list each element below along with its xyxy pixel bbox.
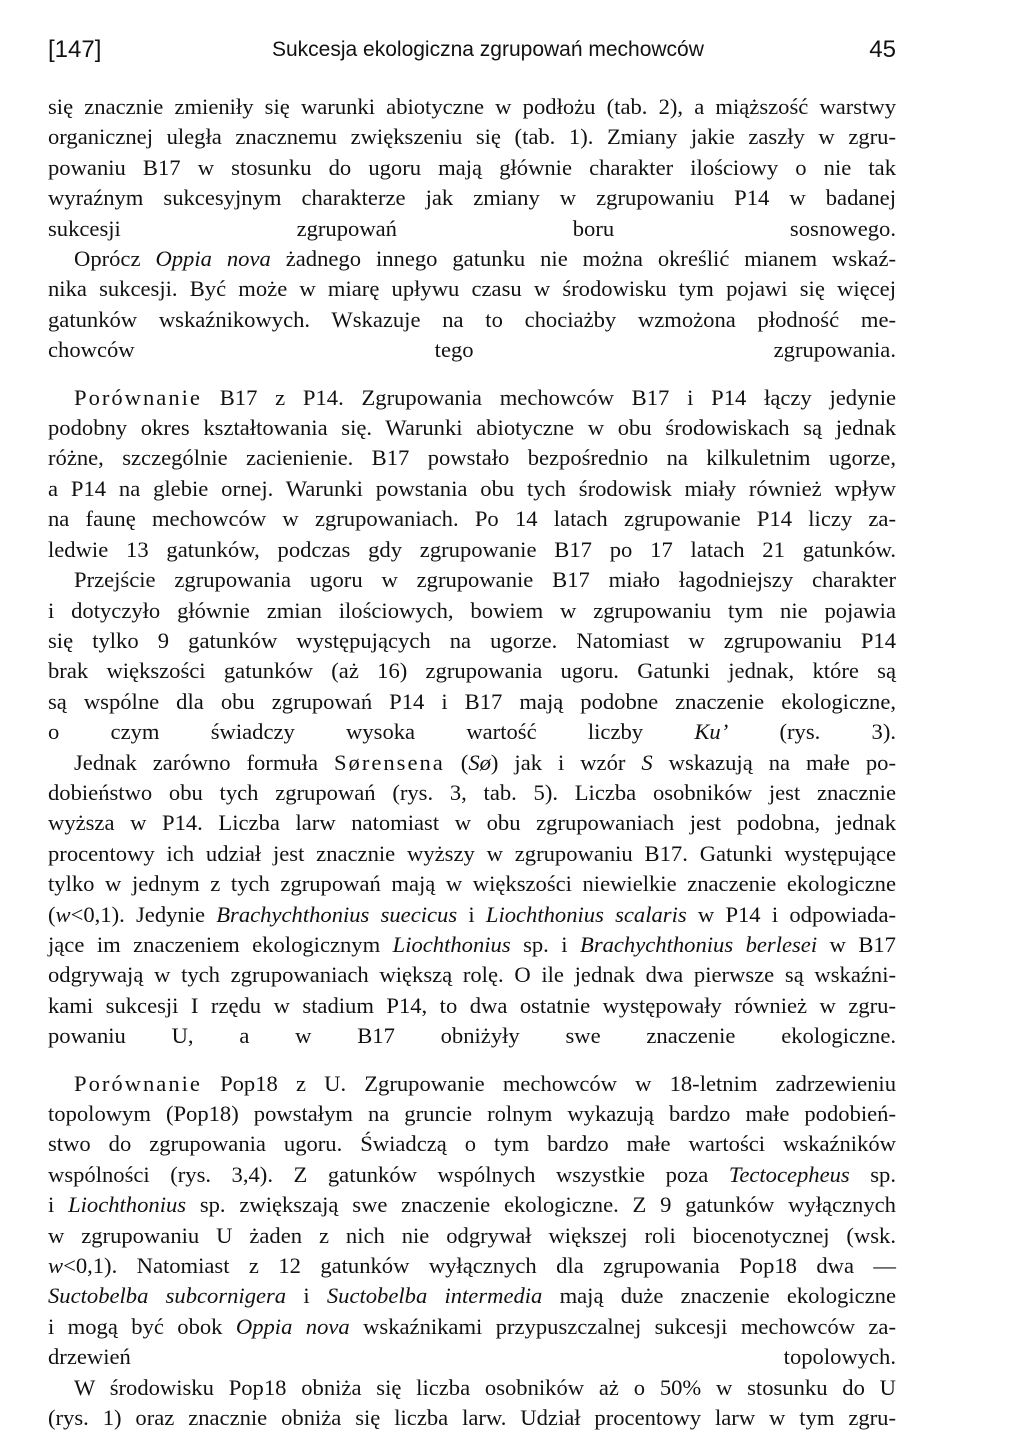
text-line: stwo do zgrupowania ugoru. Świadczą o tym bardzo małe wartości wskaźników: [48, 1131, 896, 1157]
text-line: dobieństwo obu tych zgrupowań (rys. 3, tab. 5). Liczba osobników jest znacznie: [48, 779, 896, 805]
species-name: Suctobelba subcornigera: [48, 1283, 287, 1309]
text-line: [48, 1251, 896, 1281]
text-line: podobny okres kształtowania się. Warunki abiotyczne w obu środowiskach są jednak: [48, 415, 896, 441]
paragraph-4: [48, 565, 896, 747]
text-run: i: [48, 1192, 69, 1218]
text-run: i: [286, 1283, 327, 1309]
text-run: jące im znaczeniem ekologicznym: [48, 931, 393, 957]
text-line: [48, 1160, 896, 1190]
text-run: wskazują na małe po-: [652, 749, 896, 775]
text-line: [48, 1312, 896, 1342]
text-run: (: [48, 901, 56, 927]
section-lead-spaced: Porównanie: [74, 384, 202, 410]
text-line: [48, 717, 896, 747]
text-line: [48, 900, 896, 930]
text-line: W środowisku Pop18 obniża się liczba osobników aż o 50% w stosunku do U: [74, 1374, 896, 1400]
species-name: Tectocepheus: [728, 1161, 850, 1187]
species-name: Brachychthonius berlesei: [580, 931, 818, 957]
text-run: (: [444, 749, 469, 775]
text-line: [48, 1069, 896, 1099]
species-name: Liochthonius: [392, 931, 511, 957]
body-text: [48, 92, 896, 1433]
text-line: w zgrupowaniu U żaden z nich nie odgrywał większej roli biocenotycznej (wsk.: [48, 1222, 896, 1248]
text-run: B17 z P14. Zgrupowania mechowców B17 i P14 łączy jedynie: [201, 384, 896, 410]
species-name: Oppia nova: [155, 246, 271, 272]
index-symbol: S: [641, 749, 653, 775]
text-line: drzewień topolowych.: [48, 1344, 896, 1370]
paragraph-1: [48, 92, 896, 244]
text-run: wskaźnikami przypuszczalnej sukcesji mechowców za-: [349, 1313, 896, 1339]
paragraph-3: [48, 383, 896, 565]
text-run: i mogą być obok: [48, 1313, 236, 1339]
text-line: odgrywają w tych zgrupowaniach większą rolę. O ile jednak dwa pierwsze są wskaźni-: [48, 962, 896, 988]
page-number: 45: [869, 36, 896, 63]
species-name: Oppia nova: [235, 1313, 350, 1339]
text-line: [48, 244, 896, 274]
header-article-number: [147]: [48, 36, 102, 63]
text-line: na faunę mechowców w zgrupowaniach. Po 14 latach zgrupowanie P14 liczy za-: [48, 506, 896, 532]
running-header: [48, 36, 896, 72]
text-line: organicznej uległa znacznemu zwiększeniu się (tab. 1). Zmiany jakie zaszły w zgru-: [48, 124, 896, 150]
text-line: [48, 1281, 896, 1311]
text-run: ) jak i wzór: [490, 749, 642, 775]
text-run: Jednak zarówno formuła: [74, 749, 334, 775]
text-line: chowców tego zgrupowania.: [48, 337, 896, 363]
text-line: Przejście zgrupowania ugoru w zgrupowanie B17 miało łagodniejszy charakter: [74, 567, 896, 593]
species-name: Liochthonius: [68, 1192, 187, 1218]
text-line: tylko w jednym z tych zgrupowań mają w większości niewielkie znaczenie ekologiczne: [48, 871, 896, 897]
text-line: a P14 na glebie ornej. Warunki powstania obu tych środowisk miały również wpływ: [48, 475, 896, 501]
species-name: Liochthonius scalaris: [485, 901, 687, 927]
text-run: <0,1). Jedynie: [70, 901, 217, 927]
text-run: sp. zwiększają swe znaczenie ekologiczne. Z 9 gatunków wyłącznych: [186, 1192, 896, 1218]
text-run: Pop18 z U. Zgrupowanie mechowców w 18-letnim zadrzewieniu: [201, 1070, 896, 1096]
text-line: (rys. 1) oraz znacznie obniża się liczba larw. Udział procentowy larw w tym zgru-: [48, 1405, 896, 1431]
text-line: powaniu B17 w stosunku do ugoru mają głównie charakter ilościowy o nie tak: [48, 154, 896, 180]
paragraph-2: [48, 244, 896, 366]
text-line: [48, 930, 896, 960]
text-run: i: [457, 901, 486, 927]
species-name: Suctobelba intermedia: [326, 1283, 543, 1309]
text-line: różne, szczególnie zacienienie. B17 powstało bezpośrednio na kilkuletnim ugorze,: [48, 445, 896, 471]
paragraph-5: [48, 748, 896, 1052]
text-run: <0,1). Natomiast z 12 gatunków wyłącznych dla zgrupowania Pop18 dwa —: [63, 1253, 896, 1279]
text-line: ledwie 13 gatunków, podczas gdy zgrupowanie B17 po 17 latach 21 gatunków.: [48, 536, 896, 562]
text-line: wyraźnym sukcesyjnym charakterze jak zmiany w zgrupowaniu P14 w badanej: [48, 185, 896, 211]
text-run: w P14 i odpowiada-: [686, 901, 897, 927]
text-run: żadnego innego gatunku nie można określić mianem wskaź-: [270, 246, 897, 272]
header-running-title: Sukcesja ekologiczna zgrupowań mechowców: [272, 38, 704, 61]
index-symbol: Ku’: [694, 719, 729, 745]
text-line: się tylko 9 gatunków występujących na ugorze. Natomiast w zgrupowaniu P14: [48, 627, 896, 653]
index-symbol: w: [48, 1253, 64, 1279]
text-line: procentowy ich udział jest znacznie wyższy w zgrupowaniu B17. Gatunki występujące: [48, 840, 896, 866]
species-name: Brachychthonius suecicus: [216, 901, 458, 927]
index-symbol: w: [55, 901, 71, 927]
index-symbol: Sø: [468, 749, 491, 775]
text-line: są wspólne dla obu zgrupowań P14 i B17 mają podobne znaczenie ekologiczne,: [48, 688, 896, 714]
section-lead-spaced: Porównanie: [74, 1070, 202, 1096]
text-line: [48, 748, 896, 778]
text-line: i dotyczyło głównie zmian ilościowych, bowiem w zgrupowaniu tym nie pojawia: [48, 597, 896, 623]
text-line: powaniu U, a w B17 obniżyły swe znaczenie ekologiczne.: [48, 1023, 896, 1049]
text-line: [48, 1190, 896, 1220]
paragraph-6: [48, 1069, 896, 1373]
text-line: gatunków wskaźnikowych. Wskazuje na to chociażby wzmożona płodność me-: [48, 306, 896, 332]
text-line: się znacznie zmieniły się warunki abiotyczne w podłożu (tab. 2), a miąższość warstwy: [48, 94, 896, 119]
text-line: [48, 383, 896, 413]
text-line: topolowym (Pop18) powstałym na gruncie rolnym wykazują bardzo małe podobień-: [48, 1101, 896, 1126]
text-run: wspólności (rys. 3,4). Z gatunków wspólnych wszystkie poza: [48, 1161, 729, 1187]
paragraph-7: [48, 1373, 896, 1434]
text-line: brak większości gatunków (aż 16) zgrupowania ugoru. Gatunki jednak, które są: [48, 658, 896, 684]
text-line: kami sukcesji I rzędu w stadium P14, to dwa ostatnie występowały również w zgru-: [48, 992, 896, 1018]
text-line: nika sukcesji. Być może w miarę upływu czasu w środowisku tym pojawi się więcej: [48, 276, 896, 302]
spaced-term: Sørensena: [333, 749, 445, 775]
text-run: sp.: [849, 1161, 897, 1187]
text-line: sukcesji zgrupowań boru sosnowego.: [48, 215, 896, 241]
text-run: w B17: [817, 931, 896, 957]
text-run: sp. i: [510, 931, 581, 957]
text-run: mają duże znaczenie ekologiczne: [542, 1283, 896, 1309]
text-line: wyższa w P14. Liczba larw natomiast w obu zgrupowaniach jest podobna, jednak: [48, 810, 896, 836]
text-run: o czym świadczy wysoka wartość liczby: [48, 719, 695, 745]
text-run: Oprócz: [74, 246, 156, 272]
text-run: (rys. 3).: [728, 719, 896, 745]
